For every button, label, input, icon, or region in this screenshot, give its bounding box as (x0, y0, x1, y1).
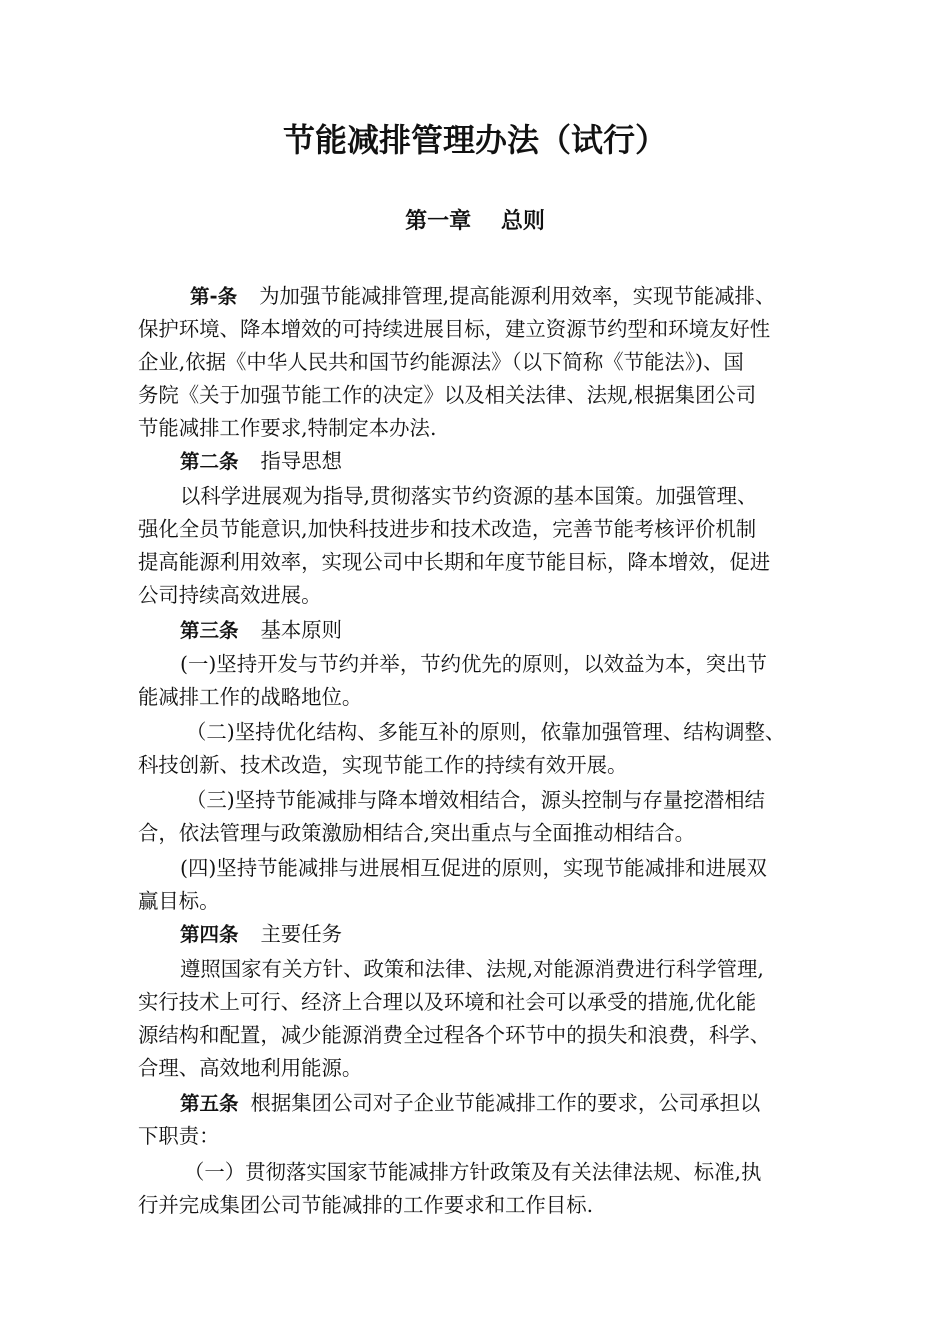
document-title: 节能减排管理办法（试行） (282, 121, 667, 159)
body-line: 科技创新、技术改造，实现节能工作的持续有效开展。 (138, 753, 628, 777)
body-line: 实行技术上可行、经济上合理以及环境和社会可以承受的措施,优化能 (138, 990, 757, 1014)
body-line: 强化全员节能意识,加快科技进步和技术改造，完善节能考核评价机制 (138, 517, 757, 541)
body-line: (一)坚持开发与节约并举，节约优先的原则，以效益为本，突出节 (180, 652, 767, 676)
article-heading: 第三条 (180, 619, 239, 642)
body-line (180, 917, 342, 951)
body-line: （二)坚持优化结构、多能互补的原则，依靠加强管理、结构调整、 (186, 720, 786, 744)
body-line: 遵照国家有关方针、政策和法律、法规,对能源消费进行科学管理, (180, 957, 764, 981)
body-line: 能减排工作的战略地位。 (138, 685, 363, 709)
body-line: 合理、高效地利用能源。 (138, 1056, 363, 1080)
body-line: 节能减排工作要求,特制定本办法. (138, 416, 437, 440)
article-heading: 第二条 (180, 450, 239, 473)
article-heading: 第五条 (180, 1092, 239, 1115)
body-line (190, 279, 775, 313)
article-heading: 第四条 (180, 923, 239, 946)
body-line: 以科学进展观为指导,贯彻落实节约资源的基本国策。加强管理、 (180, 484, 758, 508)
body-line: 赢目标。 (138, 889, 220, 913)
article-heading: 第-条 (190, 285, 238, 308)
body-line (180, 444, 342, 478)
line-text: 根据集团公司对子企业节能减排工作的要求，公司承担以 (250, 1091, 761, 1115)
body-line: 合，依法管理与政策激励相结合,突出重点与全面推动相结合。 (138, 821, 696, 845)
body-line: 行并完成集团公司节能减排的工作要求和工作目标. (138, 1193, 594, 1217)
body-line: 下职责： (138, 1124, 220, 1148)
line-text: 基本原则 (260, 618, 343, 642)
body-line: 务院《关于加强节能工作的决定》以及相关法律、法规,根据集团公司 (138, 383, 757, 407)
body-line: 企业,依据《中华人民共和国节约能源法》（以下简称《节能法》)、国 (138, 350, 744, 374)
body-line: （一）贯彻落实国家节能减排方针政策及有关法律法规、标准,执 (184, 1160, 762, 1184)
body-line: （三)坚持节能减排与降本增效相结合，源头控制与存量挖潜相结 (186, 788, 765, 812)
body-line: 源结构和配置，减少能源消费全过程各个环节中的损失和浪费，科学、 (138, 1023, 771, 1047)
line-text: 为加强节能减排管理,提高能源利用效率，实现节能减排、 (259, 284, 776, 308)
body-line: (四)坚持节能减排与进展相互促进的原则，实现节能减排和进展双 (180, 856, 767, 880)
chapter-heading: 第一章 总则 (405, 209, 545, 234)
line-text: 主要任务 (260, 922, 343, 946)
line-text: 指导思想 (260, 449, 343, 473)
body-line: 提高能源利用效率，实现公司中长期和年度节能目标，降本增效，促进 (138, 550, 771, 574)
body-line: 公司持续高效进展。 (138, 583, 322, 607)
body-line (180, 1086, 760, 1120)
body-line (180, 613, 342, 647)
body-line: 保护环境、降本增效的可持续进展目标，建立资源节约型和环境友好性 (138, 317, 771, 341)
